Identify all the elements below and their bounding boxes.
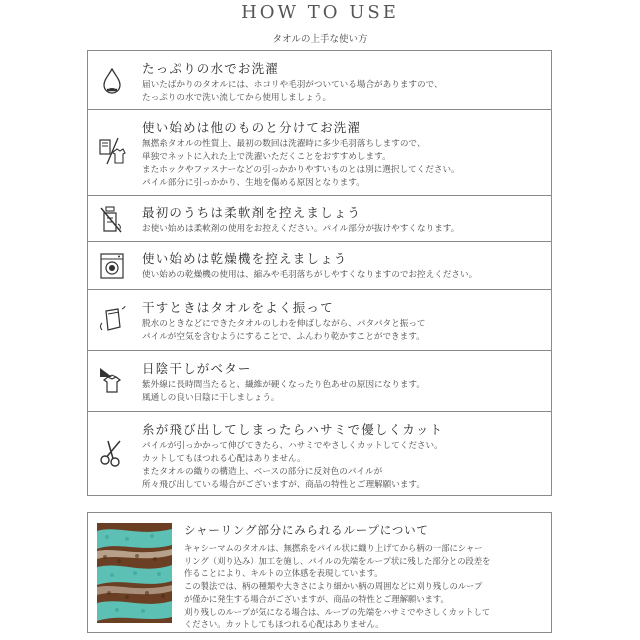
- loop-body: キャシーマムのタオルは、無撚糸をパイル状に織り上げてから柄の一部にシャー リング（刈り込み）加工を施し、パイルの先端をループ状に残した部分との段差を 作ることにより、キルトの立体感を表現しています。 この製法では、柄の種類や大きさにより細かい柄の周囲などに刈り残しのループ が僅かに発生する場合がございますが、商品の特性とご理解願います。 刈り残しのループが気になる場合は、ループの先端をハサミでやさしくカットして ください。カットしてもほつれる心配はありません。: [184, 543, 491, 630]
- tip-row-separate: [87, 110, 552, 196]
- separate-wash-icon: [98, 136, 126, 166]
- no-softener-icon: [98, 204, 126, 234]
- shake-towel-icon: [98, 305, 126, 335]
- tip-heading: 日陰干しがベター: [142, 361, 252, 376]
- tip-body: 紫外線に長時間当たると、繊維が硬くなったり色あせの原因になります。 風通しの良い日陰に干しましょう。: [142, 380, 425, 403]
- shade-dry-icon: [98, 365, 126, 395]
- tips-list: [87, 50, 552, 496]
- tip-row-scissors: [87, 412, 552, 496]
- tip-row-dryer: [87, 242, 552, 290]
- tip-body: 脱水のときなどにできたタオルのしわを伸ばしながら、パタパタと振って パイルが空気を含むようにすることで、ふんわり乾かすことができます。: [142, 319, 426, 342]
- tip-row-shade: [87, 351, 552, 412]
- water-drop-icon: [98, 66, 126, 96]
- page-title: HOW TO USE: [241, 2, 399, 23]
- tip-heading: 最初のうちは柔軟剤を控えましょう: [142, 205, 362, 220]
- tip-heading: 干すときはタオルをよく振って: [142, 300, 334, 315]
- tip-body: お使い始めは柔軟剤の使用をお控えください。パイル部分が抜けやすくなります。: [142, 224, 460, 234]
- no-dryer-icon: [98, 251, 126, 281]
- tip-heading: 糸が飛び出してしまったらハサミで優しくカット: [142, 422, 444, 437]
- loop-note-box: [87, 512, 552, 633]
- towel-loop-photo: [97, 523, 172, 623]
- tip-body: パイルが引っかかって伸びてきたら、ハサミでやさしくカットしてください。 カットしてもほつれる心配はありません。 またタオルの織りの構造上、ベースの部分に反対色のパイルが 所々飛び出している場合がございますが、商品の特性とご理解願います。: [142, 441, 443, 490]
- tip-body: 届いたばかりのタオルには、ホコリや毛羽がついている場合がありますので、 たっぷりの水で洗い流してから使用しましょう。: [142, 80, 443, 103]
- tip-heading: 使い始めは乾燥機を控えましょう: [142, 251, 348, 266]
- page-subtitle: タオルの上手な使い方: [272, 34, 368, 45]
- tip-heading: 使い始めは他のものと分けてお洗濯: [142, 120, 362, 135]
- tip-row-shake: [87, 290, 552, 351]
- tip-row-water: [87, 51, 552, 110]
- loop-heading: シャーリング部分にみられるループについて: [184, 523, 429, 537]
- tip-body: 使い始めの乾燥機の使用は、縮みや毛羽落ちがしやすくなりますのでお控えください。: [142, 270, 478, 280]
- tip-row-softener: [87, 196, 552, 242]
- tip-body: 無撚糸タオルの性質上、最初の数回は洗濯時に多少毛羽落ちしますので、 単独でネットに入れた上で洗濯いただくことをおすすめします。 またホックやファスナーなどの引っかかりやすいものとは別に選択してください。 パイル部分に引っかかり、生地を傷める原因となります。: [142, 139, 460, 188]
- scissors-icon: [98, 438, 126, 468]
- tip-heading: たっぷりの水でお洗濯: [142, 61, 280, 76]
